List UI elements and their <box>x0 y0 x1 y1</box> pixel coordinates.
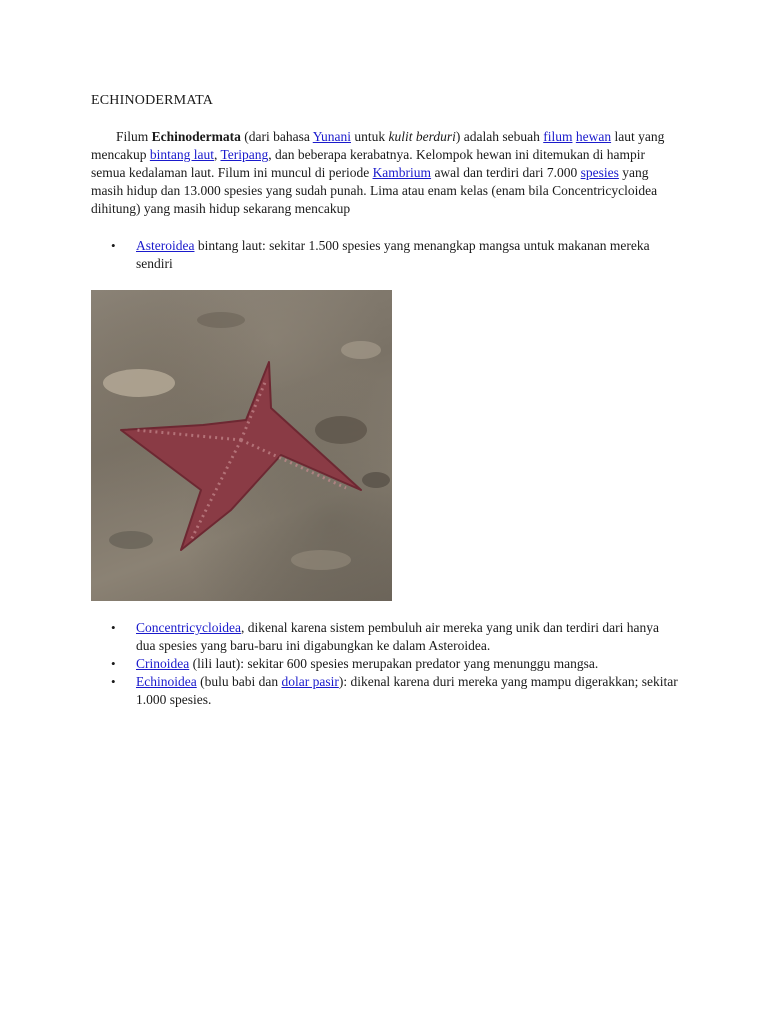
bullet-icon: • <box>111 656 116 671</box>
link-hewan[interactable]: hewan <box>575 129 612 144</box>
bullet-icon: • <box>111 674 116 689</box>
link-dolar-pasir[interactable]: dolar pasir <box>281 674 339 689</box>
list-item-text: bintang laut: sekitar 1.500 spesies yang menangkap mangsa untuk makanan mereka sendiri <box>136 238 650 271</box>
starfish-photo <box>91 290 392 601</box>
intro-paragraph <box>91 128 681 218</box>
bold-term: Echinodermata <box>151 129 241 144</box>
text-run: yang masih hidup dan 13.000 spesies yang sudah punah. Lima atau enam kelas (enam bila Concentricycloidea dihitung) yang masih hidup sekarang mencakup <box>91 165 658 216</box>
link-filum[interactable]: filum <box>543 129 573 144</box>
list-item-text: (bulu babi dan <box>196 674 282 689</box>
list-item <box>91 673 681 709</box>
text-run: untuk <box>350 129 389 144</box>
link-echinoidea[interactable]: Echinoidea <box>136 674 197 689</box>
class-list-first <box>91 237 681 273</box>
class-list-second <box>91 619 681 709</box>
list-item-text: (lili laut): sekitar 600 spesies merupakan predator yang menunggu mangsa. <box>189 656 599 671</box>
text-run: awal dan terdiri dari 7.000 <box>431 165 581 180</box>
text-run: laut yang mencakup <box>91 129 665 162</box>
pebble-shape <box>197 312 245 328</box>
italic-term: kulit berduri <box>388 129 456 144</box>
pebble-shape <box>341 341 381 359</box>
page-title: ECHINODERMATA <box>91 93 214 108</box>
link-yunani[interactable]: Yunani <box>312 129 351 144</box>
bullet-icon: • <box>111 620 116 635</box>
list-item-text: ): dikenal karena duri mereka yang mampu digerakkan; sekitar 1.000 spesies. <box>136 674 678 707</box>
link-bintang-laut[interactable]: bintang laut <box>149 147 214 162</box>
link-concentricycloidea[interactable]: Concentricycloidea <box>136 620 241 635</box>
link-teripang[interactable]: Teripang <box>220 147 269 162</box>
starfish-illustration <box>91 290 392 601</box>
pebble-shape <box>109 531 153 549</box>
text-run: (dari bahasa <box>240 129 313 144</box>
link-spesies[interactable]: spesies <box>580 165 619 180</box>
bullet-icon: • <box>111 238 116 253</box>
list-item <box>91 237 681 273</box>
list-item <box>91 619 681 655</box>
pebble-shape <box>315 416 367 444</box>
text-run: , dan beberapa kerabatnya. Kelompok hewan ini ditemukan di hampir semua kedalaman laut. Filum ini muncul di periode <box>91 147 646 180</box>
list-item-text: , dikenal karena sistem pembuluh air mereka yang unik dan terdiri dari hanya dua spesies yang baru-baru ini digabungkan ke dalam Asteroidea. <box>136 620 659 653</box>
link-kambrium[interactable]: Kambrium <box>372 165 432 180</box>
pebble-shape <box>291 550 351 570</box>
pebble-shape <box>103 369 175 397</box>
link-crinoidea[interactable]: Crinoidea <box>136 656 190 671</box>
text-run: Filum <box>116 129 152 144</box>
pebble-shape <box>362 472 390 488</box>
text-run: , <box>213 147 221 162</box>
text-run: ) adalah sebuah <box>455 129 544 144</box>
list-item <box>91 655 681 673</box>
link-asteroidea[interactable]: Asteroidea <box>136 238 195 253</box>
